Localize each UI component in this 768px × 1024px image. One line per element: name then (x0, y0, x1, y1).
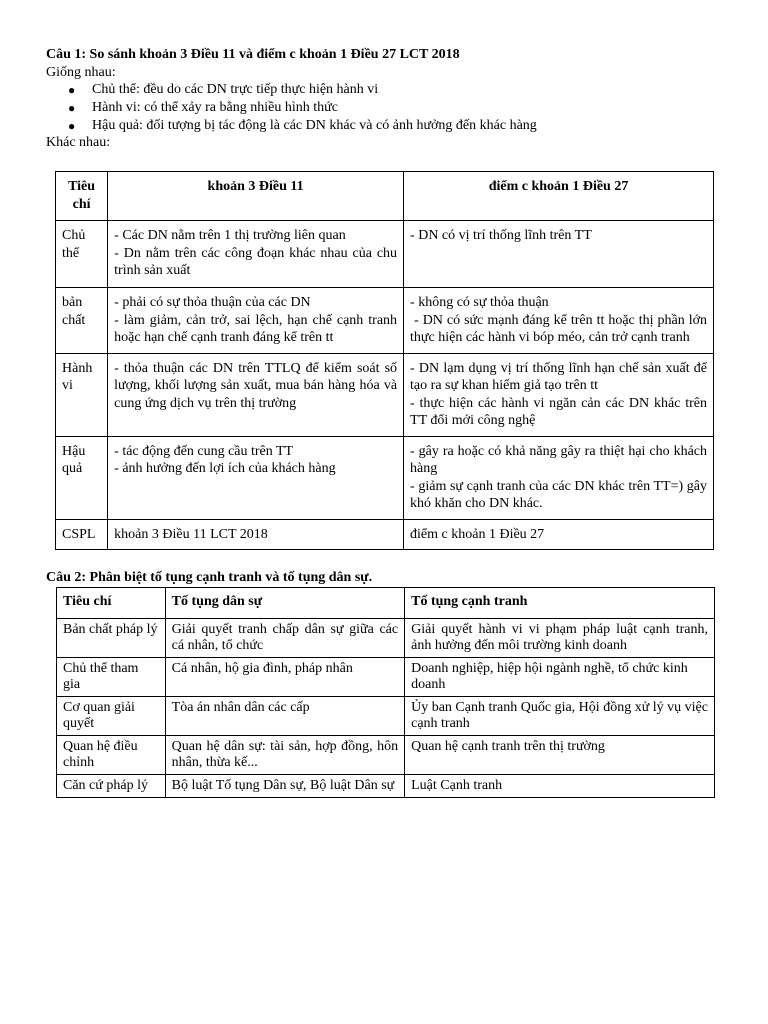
row-competition: Giải quyết hành vi vi phạm pháp luật cạnh tranh, ảnh hưởng đến môi trường kinh doanh (405, 619, 715, 658)
differences-label: Khác nhau: (46, 135, 111, 150)
row-civil: Quan hệ dân sự: tài sản, hợp đồng, hôn nhân, thừa kế... (165, 736, 404, 775)
row-civil: Cá nhân, hộ gia đình, pháp nhân (165, 658, 404, 697)
question-2-title: Câu 2: Phân biệt tố tụng cạnh tranh và tố tụng dân sự. (46, 570, 373, 585)
row-criterion: Quan hệ điều chỉnh (57, 736, 166, 775)
row-article-27: - không có sự thỏa thuận - DN có sức mạnh đáng kể trên tt hoặc thị phần lớn thực hiện các hành vi bóp méo, cản trở cạnh tranh (404, 288, 714, 354)
table-header-row (57, 588, 715, 619)
header-criterion: Tiêu chí (57, 588, 166, 619)
bullet-icon: ● (68, 101, 76, 115)
row-criterion: Chủ thể (56, 221, 108, 288)
row-criterion: Căn cứ pháp lý (57, 775, 166, 798)
row-article-11: - tác động đến cung cầu trên TT - ảnh hưởng đến lợi ích của khách hàng (108, 436, 404, 519)
table-row (56, 221, 714, 288)
list-item: ● Chủ thể: đều do các DN trực tiếp thực hiện hành vi (68, 82, 379, 97)
header-article-27: điểm c khoản 1 Điều 27 (404, 172, 714, 221)
comparison-table-q1 (55, 171, 714, 550)
table-row (56, 519, 714, 550)
row-criterion: Hành vi (56, 353, 108, 436)
header-competition-procedure: Tố tụng cạnh tranh (405, 588, 715, 619)
bullet-icon: ● (68, 83, 76, 97)
row-competition: Doanh nghiệp, hiệp hội ngành nghề, tổ chức kinh doanh (405, 658, 715, 697)
row-civil: Bộ luật Tố tụng Dân sự, Bộ luật Dân sự (165, 775, 404, 798)
row-criterion: Bản chất pháp lý (57, 619, 166, 658)
row-civil: Tòa án nhân dân các cấp (165, 697, 404, 736)
table-row (57, 775, 715, 798)
similarities-label: Giống nhau: (46, 65, 116, 80)
row-article-27: - DN có vị trí thống lĩnh trên TT (404, 221, 714, 288)
table-row (57, 697, 715, 736)
row-criterion: Cơ quan giải quyết (57, 697, 166, 736)
row-competition: Luật Cạnh tranh (405, 775, 715, 798)
row-article-11: - phải có sự thỏa thuận của các DN - làm giảm, cản trở, sai lệch, hạn chế cạnh tranh hoặc hạn chế cạnh tranh đáng kể trên tt (108, 288, 404, 354)
row-criterion: Chủ thể tham gia (57, 658, 166, 697)
table-row (56, 288, 714, 354)
row-competition: Ủy ban Cạnh tranh Quốc gia, Hội đồng xử lý vụ việc cạnh tranh (405, 697, 715, 736)
comparison-table-q2 (56, 587, 715, 798)
row-article-27: điểm c khoản 1 Điều 27 (404, 519, 714, 550)
table-row (57, 658, 715, 697)
row-competition: Quan hệ cạnh tranh trên thị trường (405, 736, 715, 775)
row-article-11: - thỏa thuận các DN trên TTLQ để kiểm soát số lượng, khối lượng sản xuất, mua bán hàng hóa và cung ứng dịch vụ trên thị trường (108, 353, 404, 436)
question-1-title: Câu 1: So sánh khoản 3 Điều 11 và điểm c khoản 1 Điều 27 LCT 2018 (46, 47, 460, 62)
header-civil-procedure: Tố tụng dân sự (165, 588, 404, 619)
table-row (56, 353, 714, 436)
similarities-list (46, 81, 537, 135)
row-criterion: Hậu quả (56, 436, 108, 519)
row-criterion: CSPL (56, 519, 108, 550)
row-article-27: - gây ra hoặc có khả năng gây ra thiệt hại cho khách hàng - giảm sự cạnh tranh của các DN khác trên TT=) gây khó khăn cho DN khác. (404, 436, 714, 519)
row-civil: Giải quyết tranh chấp dân sự giữa các cá nhân, tổ chức (165, 619, 404, 658)
table-header-row (56, 172, 714, 221)
list-item: ● Hậu quả: đối tượng bị tác động là các DN khác và có ảnh hưởng đến khác hàng (68, 118, 537, 133)
header-criterion: Tiêu chí (56, 172, 108, 221)
list-item: ● Hành vi: có thể xảy ra bằng nhiều hình thức (68, 100, 338, 115)
table-row (57, 619, 715, 658)
header-article-11: khoản 3 Điều 11 (108, 172, 404, 221)
row-article-27: - DN lạm dụng vị trí thống lĩnh hạn chế sản xuất để tạo ra sự khan hiếm giả tạo trên tt - thực hiện các hành vi ngăn cản các DN khác trên TT đổi mới công nghệ (404, 353, 714, 436)
row-article-11: - Các DN nằm trên 1 thị trường liên quan - Dn nằm trên các công đoạn khác nhau của chu trình sản xuất (108, 221, 404, 288)
table-row (56, 436, 714, 519)
bullet-icon: ● (68, 119, 76, 133)
row-article-11: khoản 3 Điều 11 LCT 2018 (108, 519, 404, 550)
table-row (57, 736, 715, 775)
row-criterion: bản chất (56, 288, 108, 354)
